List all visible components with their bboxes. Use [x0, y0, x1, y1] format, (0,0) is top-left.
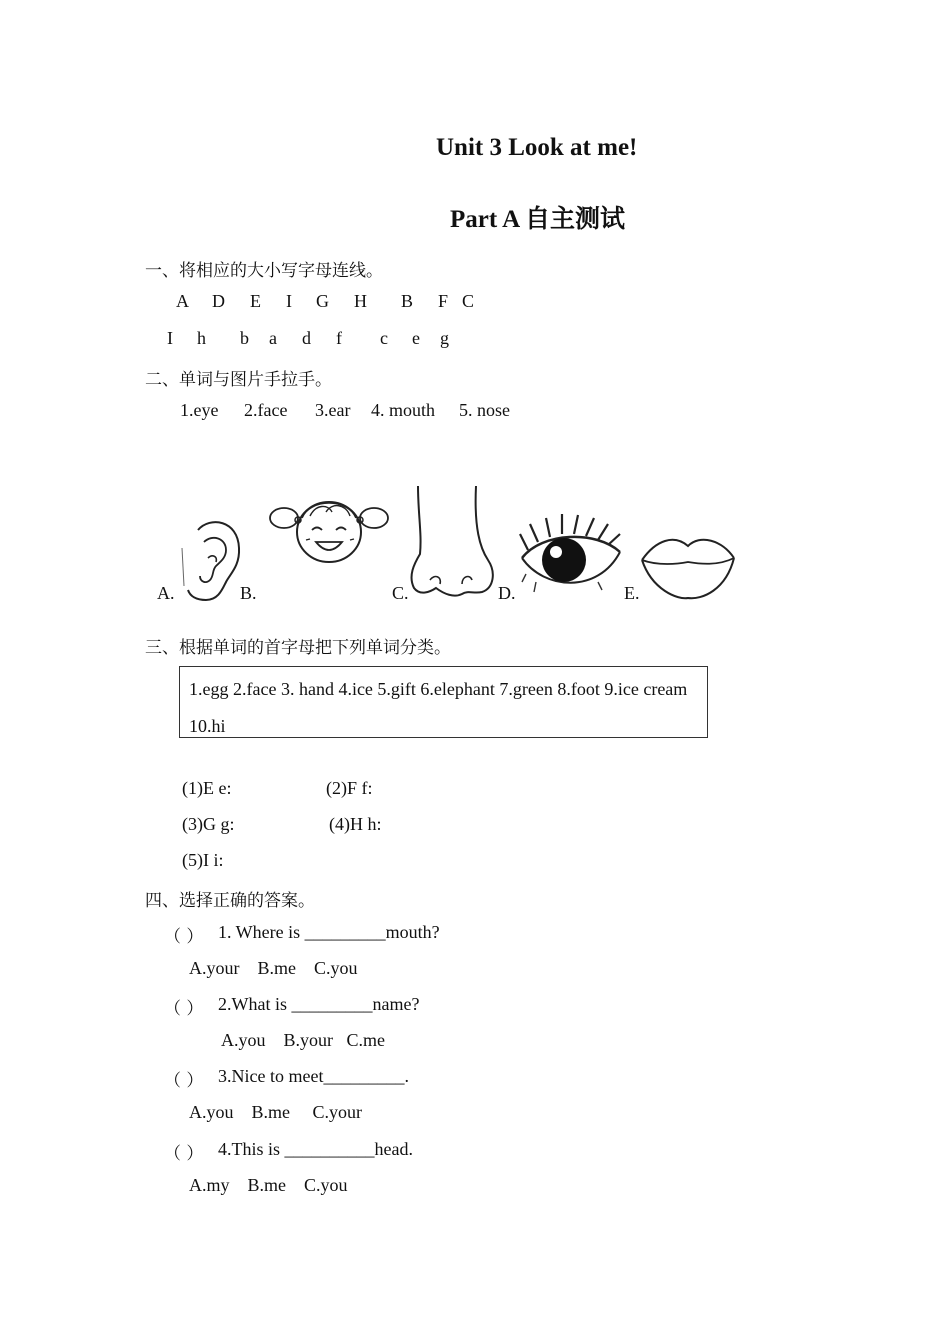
eye-icon — [516, 512, 624, 602]
letter: g — [440, 328, 449, 348]
letter: a — [269, 328, 277, 348]
letter: D — [212, 291, 225, 311]
letter: e — [412, 328, 420, 348]
answer-bracket[interactable]: （ ） — [164, 999, 204, 1019]
section2-heading: 二、单词与图片手拉手。 — [145, 370, 332, 390]
question-text: 4.This is __________head. — [218, 1139, 413, 1159]
word-item: 3.ear — [315, 400, 351, 420]
letter: c — [380, 328, 388, 348]
letter: f — [336, 328, 342, 348]
word-item: 4. mouth — [371, 400, 436, 420]
letter: I — [167, 328, 173, 348]
page-subtitle: Part A 自主测试 — [450, 206, 625, 233]
question-options: A.you B.your C.me — [221, 1030, 385, 1050]
question-options: A.you B.me C.your — [189, 1102, 362, 1122]
letter: H — [354, 291, 367, 311]
letter: I — [286, 291, 292, 311]
face-icon — [266, 490, 392, 570]
section1-heading: 一、将相应的大小写字母连线。 — [145, 261, 383, 281]
answer-bracket[interactable]: （ ） — [164, 1144, 204, 1164]
word-item: 1.eye — [180, 400, 219, 420]
letter: C — [462, 291, 475, 311]
word-box: 1.egg 2.face 3. hand 4.ice 5.gift 6.elephant 7.green 8.foot 9.ice cream 10.hi — [179, 666, 708, 738]
nose-icon — [406, 484, 498, 602]
word-item: 5. nose — [459, 400, 510, 420]
ear-icon — [176, 516, 246, 602]
picture-label-d: D. — [498, 583, 516, 603]
category-e: (1)E e: — [182, 778, 232, 798]
category-f: (2)F f: — [326, 778, 373, 798]
letter: G — [316, 291, 329, 311]
section3-heading: 三、根据单词的首字母把下列单词分类。 — [145, 638, 451, 658]
answer-bracket[interactable]: （ ） — [164, 927, 204, 947]
word-item: 2.face — [244, 400, 288, 420]
category-h: (4)H h: — [329, 814, 382, 834]
page-title: Unit 3 Look at me! — [436, 134, 638, 161]
picture-label-e: E. — [624, 583, 640, 603]
letter: d — [302, 328, 311, 348]
letter: h — [197, 328, 206, 348]
question-text: 2.What is _________name? — [218, 994, 420, 1014]
picture-label-c: C. — [392, 583, 409, 603]
category-i: (5)I i: — [182, 850, 224, 870]
question-options: A.your B.me C.you — [189, 958, 358, 978]
letter: B — [401, 291, 414, 311]
answer-bracket[interactable]: （ ） — [164, 1071, 204, 1091]
letter: b — [240, 328, 249, 348]
section4-heading: 四、选择正确的答案。 — [145, 891, 315, 911]
letter: F — [438, 291, 449, 311]
category-g: (3)G g: — [182, 814, 235, 834]
letter: E — [250, 291, 261, 311]
mouth-icon — [638, 530, 738, 602]
picture-label-b: B. — [240, 583, 257, 603]
question-text: 3.Nice to meet_________. — [218, 1066, 409, 1086]
question-text: 1. Where is _________mouth? — [218, 922, 440, 942]
picture-label-a: A. — [157, 583, 175, 603]
question-options: A.my B.me C.you — [189, 1175, 348, 1195]
letter: A — [176, 291, 189, 311]
